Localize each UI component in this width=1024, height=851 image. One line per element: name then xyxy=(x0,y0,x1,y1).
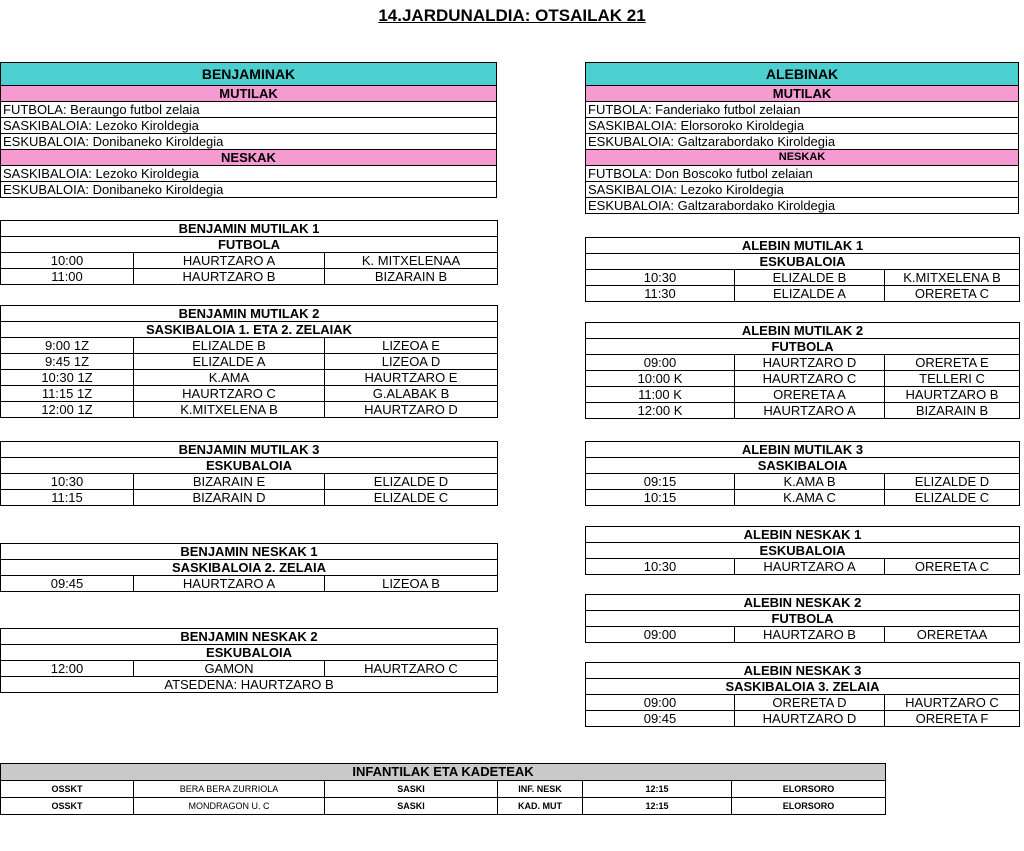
alebinak-header: ALEBINAK xyxy=(586,63,1019,86)
match-home: K.AMA C xyxy=(735,490,885,506)
group-sport: SASKIBALOIA 2. ZELAIA xyxy=(1,560,498,576)
match-home: ORERETA D xyxy=(735,695,885,711)
match-time: 9:00 1Z xyxy=(1,338,134,354)
match-time: 10:00 K xyxy=(586,371,735,387)
benjaminak-neskak-venue: ESKUBALOIA: Donibaneko Kiroldegia xyxy=(1,182,497,198)
match-away: HAURTZARO C xyxy=(885,695,1020,711)
match-home: HAURTZARO A xyxy=(735,559,885,575)
group-title: ALEBIN NESKAK 1 xyxy=(586,527,1020,543)
group-table xyxy=(585,594,1020,643)
infantilak-club: OSSKT xyxy=(1,781,134,798)
match-home: HAURTZARO B xyxy=(735,627,885,643)
match-away: G.ALABAK B xyxy=(325,386,498,402)
match-home: HAURTZARO B xyxy=(134,269,325,285)
group-table xyxy=(585,441,1020,506)
match-time: 09:15 xyxy=(586,474,735,490)
group-title: ALEBIN NESKAK 2 xyxy=(586,595,1020,611)
match-time: 9:45 1Z xyxy=(1,354,134,370)
match-time: 10:15 xyxy=(586,490,735,506)
alebinak-neskak-header: NESKAK xyxy=(586,150,1019,166)
alebinak-neskak-venue: SASKIBALOIA: Lezoko Kiroldegia xyxy=(586,182,1019,198)
group-table xyxy=(0,543,498,592)
match-away: ELIZALDE D xyxy=(885,474,1020,490)
group-title: ALEBIN MUTILAK 3 xyxy=(586,442,1020,458)
match-away: ELIZALDE D xyxy=(325,474,498,490)
group-title: ALEBIN MUTILAK 1 xyxy=(586,238,1020,254)
infantilak-category: INF. NESK xyxy=(498,781,583,798)
match-home: BIZARAIN D xyxy=(134,490,325,506)
match-time: 11:15 1Z xyxy=(1,386,134,402)
match-away: ORERETA C xyxy=(885,286,1020,302)
benjaminak-mutilak-header: MUTILAK xyxy=(1,86,497,102)
group-title: BENJAMIN MUTILAK 3 xyxy=(1,442,498,458)
match-away: HAURTZARO B xyxy=(885,387,1020,403)
group-sport: ESKUBALOIA xyxy=(586,543,1020,559)
infantilak-table xyxy=(0,763,886,815)
group-sport: FUTBOLA xyxy=(586,611,1020,627)
match-home: ELIZALDE B xyxy=(134,338,325,354)
match-home: K.AMA B xyxy=(735,474,885,490)
infantilak-venue: ELORSORO xyxy=(732,798,886,815)
match-time: 10:00 xyxy=(1,253,134,269)
match-home: HAURTZARO C xyxy=(134,386,325,402)
match-time: 09:00 xyxy=(586,695,735,711)
match-time: 09:45 xyxy=(586,711,735,727)
match-time: 12:00 K xyxy=(586,403,735,419)
match-time: 11:15 xyxy=(1,490,134,506)
match-time: 10:30 xyxy=(1,474,134,490)
match-home: HAURTZARO C xyxy=(735,371,885,387)
match-away: ORERETA F xyxy=(885,711,1020,727)
group-sport: SASKIBALOIA 1. ETA 2. ZELAIAK xyxy=(1,322,498,338)
benjaminak-mutilak-venue: SASKIBALOIA: Lezoko Kiroldegia xyxy=(1,118,497,134)
benjaminak-mutilak-venue: FUTBOLA: Beraungo futbol zelaia xyxy=(1,102,497,118)
group-table xyxy=(0,305,498,418)
match-home: BIZARAIN E xyxy=(134,474,325,490)
group-sport: ESKUBALOIA xyxy=(1,645,498,661)
alebinak-neskak-venue: ESKUBALOIA: Galtzarabordako Kiroldegia xyxy=(586,198,1019,214)
match-away: ORERETA C xyxy=(885,559,1020,575)
infantilak-club: OSSKT xyxy=(1,798,134,815)
group-sport: SASKIBALOIA 3. ZELAIA xyxy=(586,679,1020,695)
match-time: 11:00 K xyxy=(586,387,735,403)
group-sport: SASKIBALOIA xyxy=(586,458,1020,474)
match-away: LIZEOA E xyxy=(325,338,498,354)
match-away: ORERETA E xyxy=(885,355,1020,371)
infantilak-category: KAD. MUT xyxy=(498,798,583,815)
match-home: K.MITXELENA B xyxy=(134,402,325,418)
match-away: TELLERI C xyxy=(885,371,1020,387)
infantilak-sport: SASKI xyxy=(325,798,498,815)
match-home: ELIZALDE B xyxy=(735,270,885,286)
match-time: 11:30 xyxy=(586,286,735,302)
group-sport: FUTBOLA xyxy=(586,339,1020,355)
group-title: BENJAMIN MUTILAK 1 xyxy=(1,221,498,237)
match-time: 12:00 xyxy=(1,661,134,677)
infantilak-header: INFANTILAK ETA KADETEAK xyxy=(1,764,886,781)
group-title: BENJAMIN NESKAK 1 xyxy=(1,544,498,560)
match-time: 10:30 1Z xyxy=(1,370,134,386)
group-title: BENJAMIN NESKAK 2 xyxy=(1,629,498,645)
alebinak-mutilak-venue: SASKIBALOIA: Elorsoroko Kiroldegia xyxy=(586,118,1019,134)
group-sport: ESKUBALOIA xyxy=(1,458,498,474)
match-home: HAURTZARO A xyxy=(134,576,325,592)
match-home: HAURTZARO A xyxy=(735,403,885,419)
infantilak-opponent: BERA BERA ZURRIOLA xyxy=(134,781,325,798)
match-time: 09:45 xyxy=(1,576,134,592)
match-home: K.AMA xyxy=(134,370,325,386)
infantilak-sport: SASKI xyxy=(325,781,498,798)
match-away: ELIZALDE C xyxy=(325,490,498,506)
benjaminak-neskak-header: NESKAK xyxy=(1,150,497,166)
benjaminak-table xyxy=(0,62,497,198)
group-table xyxy=(0,441,498,506)
match-home: GAMON xyxy=(134,661,325,677)
group-table xyxy=(585,237,1020,302)
group-title: BENJAMIN MUTILAK 2 xyxy=(1,306,498,322)
match-time: 10:30 xyxy=(586,270,735,286)
alebinak-table xyxy=(585,62,1019,214)
match-away: HAURTZARO D xyxy=(325,402,498,418)
match-home: ELIZALDE A xyxy=(134,354,325,370)
match-time: 09:00 xyxy=(586,355,735,371)
match-time: 09:00 xyxy=(586,627,735,643)
infantilak-venue: ELORSORO xyxy=(732,781,886,798)
match-home: HAURTZARO D xyxy=(735,711,885,727)
match-away: BIZARAIN B xyxy=(885,403,1020,419)
group-table xyxy=(585,526,1020,575)
match-away: K. MITXELENAA xyxy=(325,253,498,269)
match-time: 10:30 xyxy=(586,559,735,575)
match-away: LIZEOA B xyxy=(325,576,498,592)
group-sport: ESKUBALOIA xyxy=(586,254,1020,270)
alebinak-mutilak-venue: FUTBOLA: Fanderiako futbol zelaian xyxy=(586,102,1019,118)
match-home: ORERETA A xyxy=(735,387,885,403)
benjaminak-mutilak-venue: ESKUBALOIA: Donibaneko Kiroldegia xyxy=(1,134,497,150)
page-title: 14.JARDUNALDIA: OTSAILAK 21 xyxy=(378,6,646,25)
benjaminak-neskak-venue: SASKIBALOIA: Lezoko Kiroldegia xyxy=(1,166,497,182)
alebinak-neskak-venue: FUTBOLA: Don Boscoko futbol zelaian xyxy=(586,166,1019,182)
group-table xyxy=(0,628,498,693)
infantilak-time: 12:15 xyxy=(583,798,732,815)
group-table xyxy=(585,322,1020,419)
infantilak-time: 12:15 xyxy=(583,781,732,798)
infantilak-opponent: MONDRAGON U. C xyxy=(134,798,325,815)
match-away: LIZEOA D xyxy=(325,354,498,370)
match-away: BIZARAIN B xyxy=(325,269,498,285)
match-away: K.MITXELENA B xyxy=(885,270,1020,286)
group-title: ALEBIN MUTILAK 2 xyxy=(586,323,1020,339)
match-home: ELIZALDE A xyxy=(735,286,885,302)
match-time: 12:00 1Z xyxy=(1,402,134,418)
rest-team: ATSEDENA: HAURTZARO B xyxy=(1,677,498,693)
match-away: ORERETAA xyxy=(885,627,1020,643)
alebinak-mutilak-venue: ESKUBALOIA: Galtzarabordako Kiroldegia xyxy=(586,134,1019,150)
group-table xyxy=(0,220,498,285)
match-away: HAURTZARO E xyxy=(325,370,498,386)
match-time: 11:00 xyxy=(1,269,134,285)
group-title: ALEBIN NESKAK 3 xyxy=(586,663,1020,679)
group-table xyxy=(585,662,1020,727)
group-sport: FUTBOLA xyxy=(1,237,498,253)
alebinak-mutilak-header: MUTILAK xyxy=(586,86,1019,102)
match-away: HAURTZARO C xyxy=(325,661,498,677)
match-home: HAURTZARO D xyxy=(735,355,885,371)
match-away: ELIZALDE C xyxy=(885,490,1020,506)
benjaminak-header: BENJAMINAK xyxy=(1,63,497,86)
match-home: HAURTZARO A xyxy=(134,253,325,269)
